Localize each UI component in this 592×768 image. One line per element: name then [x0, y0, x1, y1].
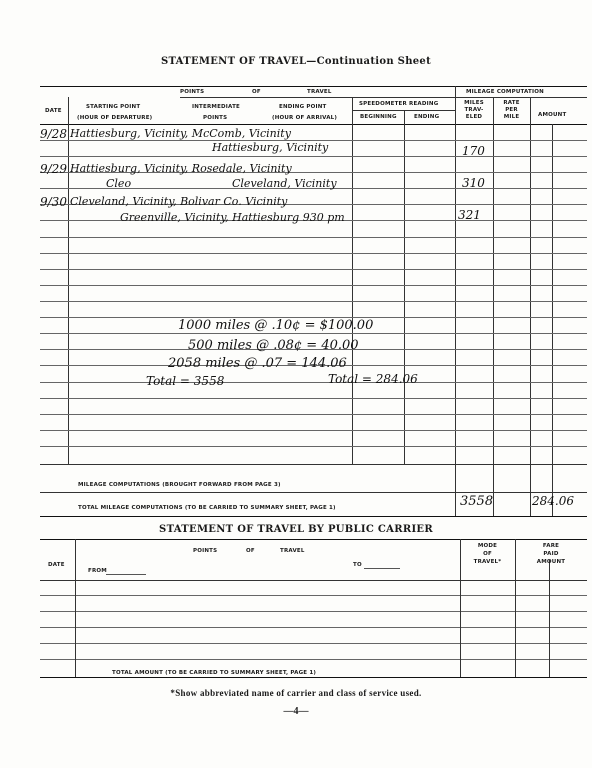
carrier-of-header: OF: [246, 548, 255, 554]
paid-header: PAID: [543, 551, 559, 557]
footnote: *Show abbreviated name of carrier and class of service used.: [170, 688, 422, 698]
amount-header: AMOUNT: [538, 112, 567, 118]
speedometer-reading-header: SPEEDOMETER READING: [359, 101, 439, 107]
row-rule: [40, 430, 587, 431]
beginning-header: BEGINNING: [360, 114, 397, 120]
total-amount-label: TOTAL AMOUNT (TO BE CARRIED TO SUMMARY SHEET, PAGE 1): [112, 670, 317, 676]
total-amount-value: 284.06: [532, 494, 574, 508]
eled-header: ELED: [465, 114, 483, 120]
row-rule: [40, 611, 587, 612]
entry-miles: 321: [458, 208, 481, 222]
row-rule: [40, 414, 587, 415]
mode-of-header: OF: [483, 551, 492, 557]
from-label: FROM: [88, 568, 107, 574]
row-rule: [40, 446, 587, 447]
date-header: DATE: [45, 108, 62, 114]
row-rule: [40, 269, 587, 270]
entry-route: Greenville, Vicinity, Hattiesburg 930 pm: [120, 211, 345, 224]
total-miles-value: 3558: [460, 494, 494, 509]
brought-forward-label: MILEAGE COMPUTATIONS (BROUGHT FORWARD FROM PAGE 3): [78, 482, 281, 488]
mile-header: MILE: [503, 114, 520, 120]
entry-date: 9/28: [40, 127, 67, 141]
entry-miles: 170: [462, 144, 485, 158]
entry-route: Cleveland, Vicinity, Bolivar Co. Vicinity: [70, 195, 288, 208]
carrier-date-header: DATE: [48, 562, 65, 568]
entry-date: 9/29: [40, 162, 67, 176]
miles-header: MILES: [464, 100, 484, 106]
row-rule: [40, 253, 587, 254]
row-rule: [40, 333, 587, 334]
entry-route: Hattiesburg, Vicinity, Rosedale, Vicinity: [70, 162, 292, 175]
entry-miles: 310: [462, 176, 485, 190]
entry-date: 9/30: [40, 195, 67, 209]
row-rule: [40, 627, 587, 628]
entry-route: Cleo: [106, 177, 132, 190]
row-rule: [40, 285, 587, 286]
mileage-computation-header: MILEAGE COMPUTATION: [466, 89, 544, 95]
row-rule: [40, 643, 587, 644]
total-mileage-label: TOTAL MILEAGE COMPUTATIONS (TO BE CARRIED TO SUMMARY SHEET, PAGE 1): [78, 505, 336, 511]
row-rule: [40, 398, 587, 399]
points-header: POINTS: [180, 89, 205, 95]
entry-route: Hattiesburg, Vicinity, McComb, Vicinity: [70, 127, 291, 140]
travel-header: TRAVEL: [307, 89, 332, 95]
row-rule: [40, 301, 587, 302]
mode-header: MODE: [477, 543, 498, 549]
carrier-points-header: POINTS: [193, 548, 218, 554]
row-rule: [40, 595, 587, 596]
ending-point-header: ENDING POINT: [279, 104, 327, 110]
trav-header: TRAV-: [464, 107, 484, 113]
per-header: PER: [505, 107, 518, 113]
of-header: OF: [252, 89, 261, 95]
row-rule: [40, 659, 587, 660]
page-number: —4—: [283, 706, 309, 717]
mode-travel-header: TRAVEL*: [473, 559, 502, 565]
page-title: STATEMENT OF TRAVEL—Continuation Sheet: [160, 56, 432, 67]
row-rule: [40, 156, 587, 157]
fare-header: FARE: [542, 543, 560, 549]
entry-route: Hattiesburg, Vicinity: [212, 141, 329, 154]
computation-line: 1000 miles @ .10¢ = $100.00: [178, 318, 374, 333]
computation-total-amount: Total = 284.06: [328, 372, 418, 386]
intermediate-header: INTERMEDIATE: [192, 104, 240, 110]
hour-of-departure-header: (HOUR OF DEPARTURE): [77, 115, 153, 121]
row-rule: [40, 237, 587, 238]
carrier-travel-header: TRAVEL: [280, 548, 305, 554]
ending-header: ENDING: [414, 114, 440, 120]
row-rule: [40, 382, 587, 383]
public-carrier-title: STATEMENT OF TRAVEL BY PUBLIC CARRIER: [159, 524, 433, 535]
computation-total-miles: Total = 3558: [146, 374, 225, 388]
entry-route: Cleveland, Vicinity: [232, 177, 337, 190]
to-label: TO: [353, 562, 362, 568]
starting-point-header: STARTING POINT: [86, 104, 141, 110]
computation-line: 2058 miles @ .07 = 144.06: [168, 356, 347, 371]
computation-line: 500 miles @ .08¢ = 40.00: [188, 338, 359, 353]
rate-header: RATE: [503, 100, 520, 106]
hour-of-arrival-header: (HOUR OF ARRIVAL): [272, 115, 338, 121]
intermediate-points-header: POINTS: [203, 115, 228, 121]
fare-amount-header: AMOUNT: [536, 559, 566, 565]
